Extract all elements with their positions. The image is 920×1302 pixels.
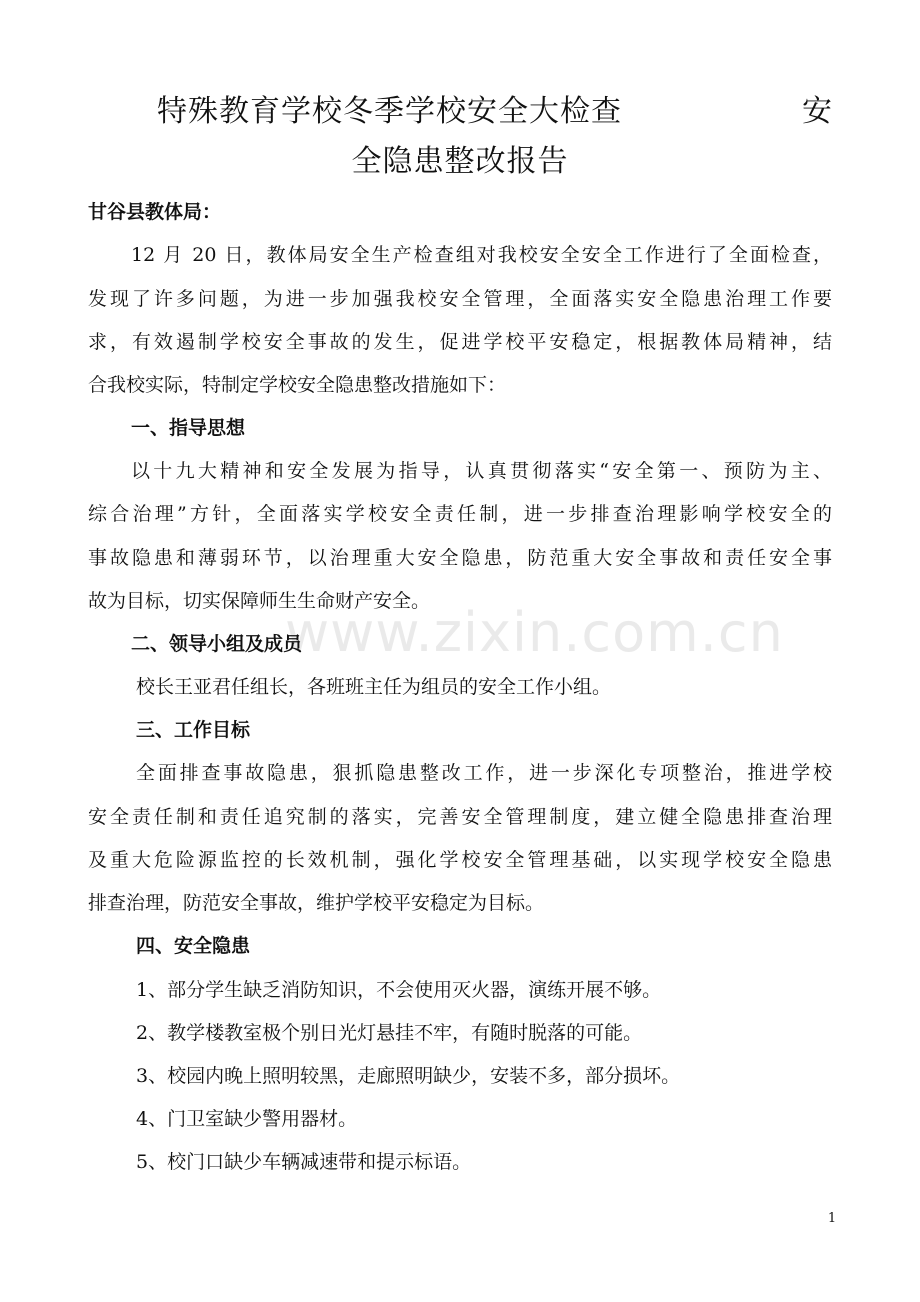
section-heading-hazards: 四、安全隐患 (136, 935, 251, 957)
hazard-item: 2、教学楼教室极个别日光灯悬挂不牢，有随时脱落的可能。 (136, 1022, 643, 1044)
intro-line: 发现了许多问题，为进一步加强我校安全管理，全面落实安全隐患治理工作要 (88, 288, 832, 310)
goals-line: 排查治理，防范安全事故，维护学校平安稳定为目标。 (88, 892, 545, 914)
intro-line: 求，有效遏制学校安全事故的发生，促进学校平安稳定，根据教体局精神，结 (88, 331, 832, 353)
intro-line: 合我校实际，特制定学校安全隐患整改措施如下： (88, 374, 507, 396)
goals-line: 全面排查事故隐患，狠抓隐患整改工作，进一步深化专项整治，推进学校 (136, 762, 832, 784)
intro-line: 12 月 20 日，教体局安全生产检查组对我校安全安全工作进行了全面检查， (131, 244, 832, 266)
salutation: 甘谷县教体局： (88, 201, 222, 223)
document-title-line-1: 特殊教育学校冬季学校安全大检查 (157, 94, 622, 129)
section-heading-leadership: 二、领导小组及成员 (131, 633, 303, 655)
goals-line: 及重大危险源监控的长效机制，强化学校安全管理基础，以实现学校安全隐患 (88, 849, 832, 871)
guiding-line: 事故隐患和薄弱环节，以治理重大安全隐患，防范重大安全事故和责任安全事 (88, 547, 832, 569)
guiding-line: 故为目标，切实保障师生生命财产安全。 (88, 590, 431, 612)
section-heading-guiding: 一、指导思想 (131, 417, 246, 439)
document-title-line-2: 全隐患整改报告 (351, 144, 569, 179)
hazard-item: 1、部分学生缺乏消防知识，不会使用灭火器，演练开展不够。 (136, 979, 662, 1001)
leadership-line: 校长王亚君任组长，各班班主任为组员的安全工作小组。 (136, 676, 612, 698)
guiding-line: 以十九大精神和安全发展为指导，认真贯彻落实“安全第一、预防为主、 (131, 460, 832, 482)
watermark: www.zixin.com.cn (285, 601, 784, 664)
hazard-item: 4、门卫室缺少警用器材。 (136, 1108, 358, 1130)
section-heading-goals: 三、工作目标 (136, 719, 251, 741)
page-number: 1 (827, 1211, 837, 1226)
hazard-item: 3、校园内晚上照明较黑，走廊照明缺少，安装不多，部分损坏。 (136, 1065, 681, 1087)
hazard-item: 5、校门口缺少车辆减速带和提示标语。 (136, 1151, 472, 1173)
guiding-line: 综合治理”方针，全面落实学校安全责任制，进一步排查治理影响学校安全的 (88, 503, 832, 525)
goals-line: 安全责任制和责任追究制的落实，完善安全管理制度，建立健全隐患排查治理 (88, 806, 832, 828)
document-title-line-1-tail: 安 (802, 94, 832, 129)
